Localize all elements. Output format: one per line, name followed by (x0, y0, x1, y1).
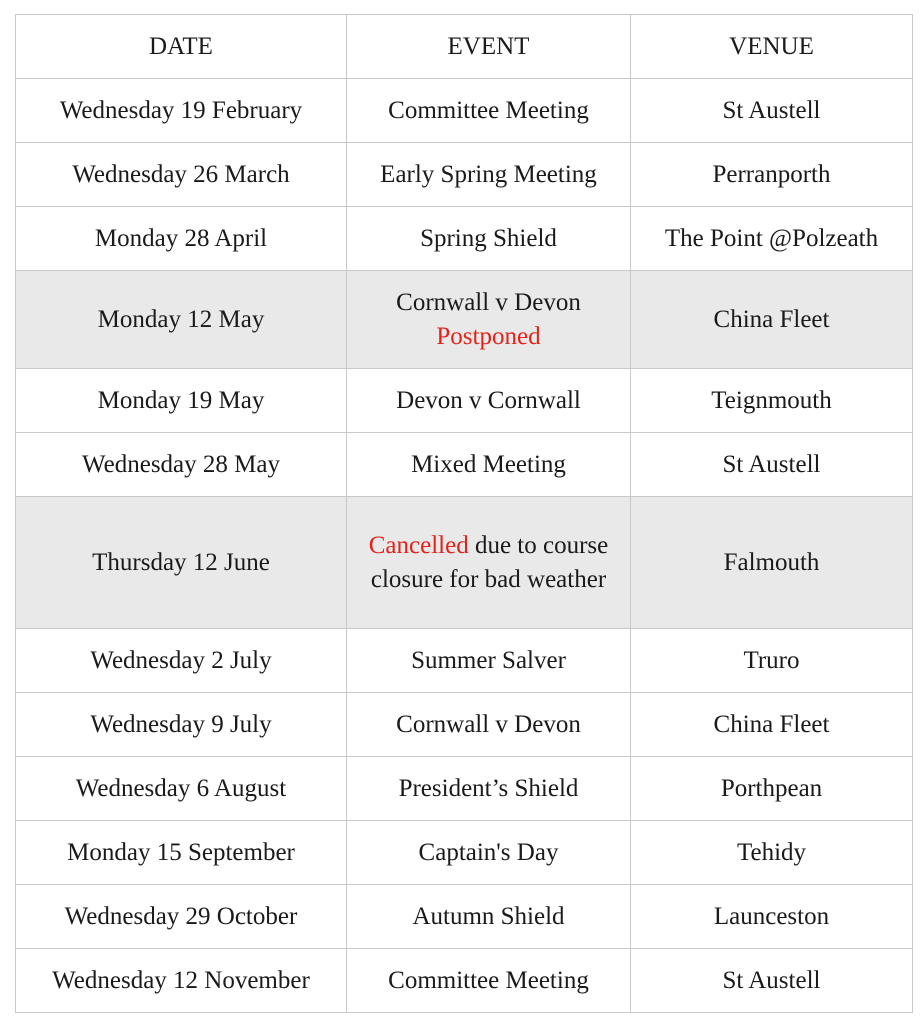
date-column-header: DATE (16, 15, 347, 79)
venue-cell: Teignmouth (631, 369, 913, 433)
postponed-status: Postponed (436, 322, 541, 350)
table-row (16, 757, 913, 821)
venue-cell: Launceston (631, 885, 913, 949)
date-cell: Wednesday 6 August (16, 757, 347, 821)
event-cell: Autumn Shield (347, 885, 631, 949)
event-cell: Early Spring Meeting (347, 143, 631, 207)
table-row (16, 79, 913, 143)
date-cell: Wednesday 26 March (16, 143, 347, 207)
table-row (16, 693, 913, 757)
table-row (16, 369, 913, 433)
event-cell: Devon v Cornwall (347, 369, 631, 433)
venue-cell: Tehidy (631, 821, 913, 885)
table-row-postponed (16, 271, 913, 369)
table-row (16, 949, 913, 1013)
cancelled-status: Cancelled (368, 531, 469, 559)
venue-cell: China Fleet (631, 693, 913, 757)
event-cell (347, 497, 631, 629)
date-cell: Monday 15 September (16, 821, 347, 885)
date-cell: Wednesday 9 July (16, 693, 347, 757)
venue-cell: Perranporth (631, 143, 913, 207)
venue-column-header: VENUE (631, 15, 913, 79)
table-row (16, 207, 913, 271)
event-cell: Committee Meeting (347, 949, 631, 1013)
venue-cell: Falmouth (631, 497, 913, 629)
date-cell: Wednesday 12 November (16, 949, 347, 1013)
event-column-header: EVENT (347, 15, 631, 79)
table-row (16, 433, 913, 497)
date-cell: Wednesday 19 February (16, 79, 347, 143)
date-cell: Monday 28 April (16, 207, 347, 271)
table-row (16, 143, 913, 207)
event-cell (347, 271, 631, 369)
date-cell: Monday 12 May (16, 271, 347, 369)
event-cell: Spring Shield (347, 207, 631, 271)
event-cell: Cornwall v Devon (347, 693, 631, 757)
table-row (16, 821, 913, 885)
cancellation-note: due to course closure for bad weather (370, 531, 609, 593)
venue-cell: St Austell (631, 79, 913, 143)
venue-cell: Porthpean (631, 757, 913, 821)
event-cell: Captain's Day (347, 821, 631, 885)
date-cell: Wednesday 28 May (16, 433, 347, 497)
date-cell: Thursday 12 June (16, 497, 347, 629)
event-cell: Mixed Meeting (347, 433, 631, 497)
table-row-cancelled (16, 497, 913, 629)
event-cell: President’s Shield (347, 757, 631, 821)
venue-cell: China Fleet (631, 271, 913, 369)
venue-cell: Truro (631, 629, 913, 693)
venue-cell: St Austell (631, 949, 913, 1013)
event-cell: Summer Salver (347, 629, 631, 693)
date-cell: Wednesday 29 October (16, 885, 347, 949)
date-cell: Monday 19 May (16, 369, 347, 433)
table-row (16, 629, 913, 693)
venue-cell: The Point @Polzeath (631, 207, 913, 271)
venue-cell: St Austell (631, 433, 913, 497)
fixtures-table (15, 14, 913, 1013)
date-cell: Wednesday 2 July (16, 629, 347, 693)
event-cell: Committee Meeting (347, 79, 631, 143)
table-row (16, 885, 913, 949)
event-title: Cornwall v Devon (396, 288, 581, 316)
header-row (16, 15, 913, 79)
